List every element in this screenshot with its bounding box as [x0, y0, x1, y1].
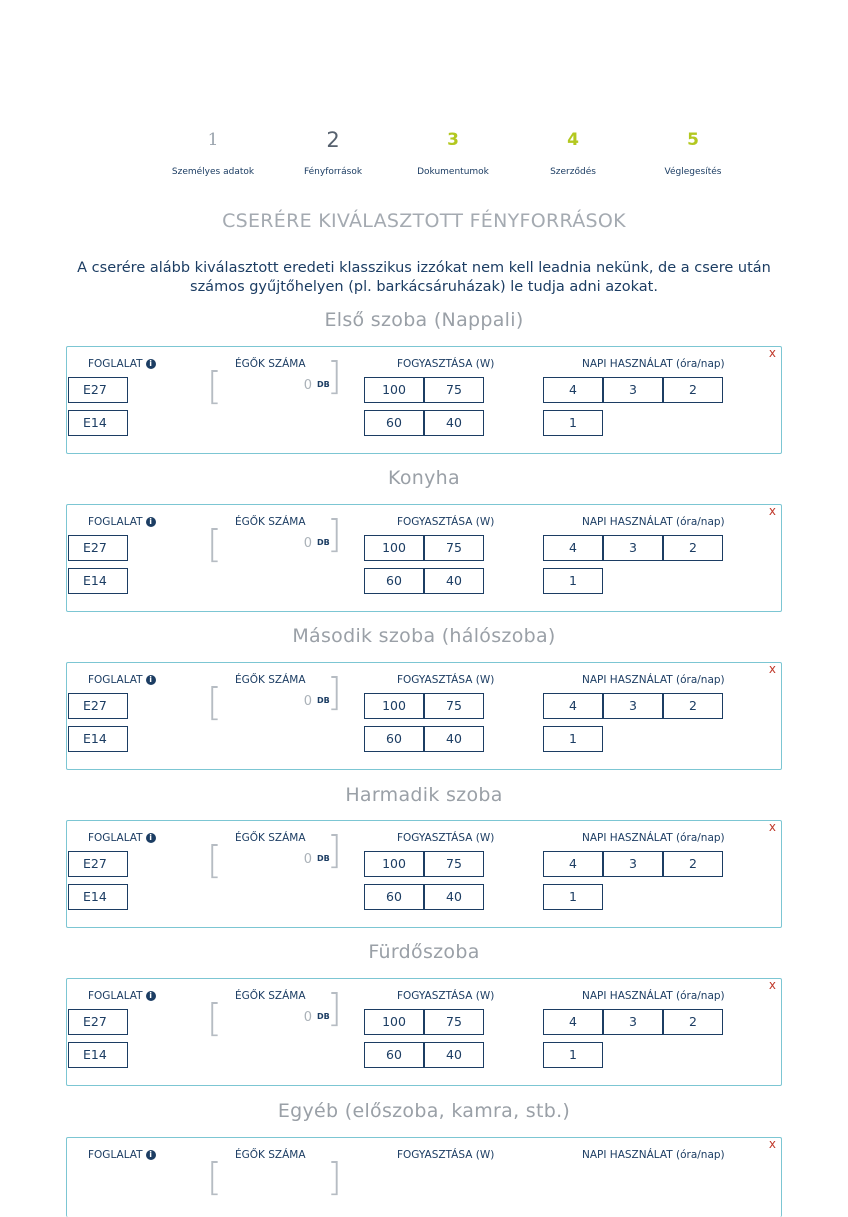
socket-header	[88, 1149, 156, 1161]
hours-option-1[interactable]: 1	[543, 1042, 603, 1068]
bulb-count-unit: DB	[317, 538, 330, 547]
socket-header-label: FOGLALAT	[88, 1149, 143, 1161]
bulb-count-input[interactable]: 0	[303, 1010, 312, 1025]
watt-option-60[interactable]: 60	[364, 1042, 424, 1068]
hours-option-2[interactable]: 2	[663, 1009, 723, 1035]
intro-text: A cserére alább kiválasztott eredeti klasszikus izzókat nem kell leadnia nekünk, de a csere után számos gyűjtőhelyen (pl. barkácsáruházak) le tudja adni azokat.	[77, 260, 771, 295]
watt-option-100[interactable]: 100	[364, 377, 424, 403]
bracket-left: [	[207, 838, 222, 882]
consumption-header: FOGYASZTÁSA (W)	[397, 1149, 495, 1161]
room-card	[66, 1137, 782, 1217]
consumption-header: FOGYASZTÁSA (W)	[397, 674, 495, 686]
bulb-count-input[interactable]: 0	[303, 536, 312, 551]
bracket-right: ]	[327, 986, 342, 1030]
room-card	[66, 504, 782, 612]
room-card	[66, 978, 782, 1086]
socket-header-label: FOGLALAT	[88, 358, 143, 370]
room-title: Első szoba (Nappali)	[324, 309, 524, 331]
consumption-header: FOGYASZTÁSA (W)	[397, 516, 495, 528]
info-icon[interactable]: i	[146, 517, 156, 527]
hours-option-2[interactable]: 2	[663, 535, 723, 561]
bulb-count-header: ÉGŐK SZÁMA	[235, 832, 306, 844]
hours-option-4[interactable]: 4	[543, 693, 603, 719]
remove-room-button[interactable]: x	[768, 820, 776, 834]
info-icon[interactable]: i	[146, 991, 156, 1001]
socket-option-e27[interactable]: E27	[68, 1009, 128, 1035]
socket-option-e27[interactable]: E27	[68, 535, 128, 561]
remove-room-button[interactable]: x	[768, 978, 776, 992]
bracket-left: [	[207, 996, 222, 1040]
step-number: 2	[326, 128, 340, 152]
bracket-left: [	[207, 1155, 222, 1199]
daily-usage-header: NAPI HASZNÁLAT (óra/nap)	[582, 358, 725, 370]
watt-option-60[interactable]: 60	[364, 884, 424, 910]
remove-room-button[interactable]: x	[768, 1137, 776, 1151]
watt-option-100[interactable]: 100	[364, 1009, 424, 1035]
watt-option-40[interactable]: 40	[424, 1042, 484, 1068]
watt-option-40[interactable]: 40	[424, 410, 484, 436]
room-title: Konyha	[388, 467, 460, 489]
room-card	[66, 662, 782, 770]
info-icon[interactable]: i	[146, 359, 156, 369]
hours-option-2[interactable]: 2	[663, 377, 723, 403]
step-number: 1	[207, 130, 219, 150]
socket-header	[88, 358, 156, 370]
socket-header	[88, 990, 156, 1002]
watt-option-40[interactable]: 40	[424, 884, 484, 910]
step-label: Fényforrások	[303, 167, 363, 177]
bulb-count-header: ÉGŐK SZÁMA	[235, 1149, 306, 1161]
remove-room-button[interactable]: x	[768, 504, 776, 518]
bulb-count-unit: DB	[317, 380, 330, 389]
socket-option-e27[interactable]: E27	[68, 851, 128, 877]
bracket-left: [	[207, 364, 222, 408]
hours-option-3[interactable]: 3	[603, 693, 663, 719]
socket-option-e27[interactable]: E27	[68, 377, 128, 403]
socket-option-e14[interactable]: E14	[68, 568, 128, 594]
bracket-left: [	[207, 522, 222, 566]
watt-option-75[interactable]: 75	[424, 693, 484, 719]
bulb-count-header: ÉGŐK SZÁMA	[235, 358, 306, 370]
watt-option-75[interactable]: 75	[424, 535, 484, 561]
daily-usage-header: NAPI HASZNÁLAT (óra/nap)	[582, 516, 725, 528]
step-label: Véglegesítés	[664, 167, 722, 177]
bracket-right: ]	[327, 670, 342, 714]
bulb-count-input[interactable]: 0	[303, 378, 312, 393]
hours-option-2[interactable]: 2	[663, 693, 723, 719]
hours-option-3[interactable]: 3	[603, 535, 663, 561]
daily-usage-header: NAPI HASZNÁLAT (óra/nap)	[582, 990, 725, 1002]
bracket-right: ]	[327, 828, 342, 872]
hours-option-3[interactable]: 3	[603, 851, 663, 877]
hours-option-4[interactable]: 4	[543, 851, 603, 877]
socket-header	[88, 674, 156, 686]
daily-usage-header: NAPI HASZNÁLAT (óra/nap)	[582, 674, 725, 686]
info-icon[interactable]: i	[146, 1150, 156, 1160]
bracket-right: ]	[327, 512, 342, 556]
watt-option-60[interactable]: 60	[364, 410, 424, 436]
socket-header-label: FOGLALAT	[88, 674, 143, 686]
bracket-left: [	[207, 680, 222, 724]
room-card	[66, 346, 782, 454]
daily-usage-header: NAPI HASZNÁLAT (óra/nap)	[582, 1149, 725, 1161]
hours-option-4[interactable]: 4	[543, 535, 603, 561]
watt-option-40[interactable]: 40	[424, 568, 484, 594]
socket-option-e14[interactable]: E14	[68, 1042, 128, 1068]
consumption-header: FOGYASZTÁSA (W)	[397, 358, 495, 370]
bracket-right: ]	[327, 354, 342, 398]
step-number: 5	[687, 130, 699, 150]
socket-header	[88, 516, 156, 528]
hours-option-1[interactable]: 1	[543, 568, 603, 594]
watt-option-75[interactable]: 75	[424, 851, 484, 877]
step-label: Szerződés	[550, 167, 596, 177]
hours-option-4[interactable]: 4	[543, 1009, 603, 1035]
remove-room-button[interactable]: x	[768, 662, 776, 676]
hours-option-4[interactable]: 4	[543, 377, 603, 403]
watt-option-75[interactable]: 75	[424, 377, 484, 403]
socket-header-label: FOGLALAT	[88, 990, 143, 1002]
hours-option-3[interactable]: 3	[603, 377, 663, 403]
consumption-header: FOGYASZTÁSA (W)	[397, 990, 495, 1002]
step-label: Dokumentumok	[417, 167, 489, 177]
step-number: 4	[567, 130, 579, 150]
hours-option-1[interactable]: 1	[543, 726, 603, 752]
bulb-count-header: ÉGŐK SZÁMA	[235, 674, 306, 686]
remove-room-button[interactable]: x	[768, 346, 776, 360]
hours-option-1[interactable]: 1	[543, 410, 603, 436]
info-icon[interactable]: i	[146, 675, 156, 685]
bulb-count-header: ÉGŐK SZÁMA	[235, 516, 306, 528]
watt-option-100[interactable]: 100	[364, 851, 424, 877]
watt-option-100[interactable]: 100	[364, 535, 424, 561]
info-icon[interactable]: i	[146, 833, 156, 843]
step-number: 3	[447, 130, 459, 150]
room-title: Egyéb (előszoba, kamra, stb.)	[277, 1100, 571, 1122]
bulb-count-input[interactable]: 0	[303, 852, 312, 867]
socket-option-e27[interactable]: E27	[68, 693, 128, 719]
daily-usage-header: NAPI HASZNÁLAT (óra/nap)	[582, 832, 725, 844]
room-title: Második szoba (hálószoba)	[292, 625, 556, 647]
step-label: Személyes adatok	[171, 167, 255, 177]
socket-header	[88, 832, 156, 844]
room-title: Fürdőszoba	[368, 941, 480, 963]
bulb-count-unit: DB	[317, 1012, 330, 1021]
hours-option-2[interactable]: 2	[663, 851, 723, 877]
socket-option-e14[interactable]: E14	[68, 884, 128, 910]
step-documents[interactable]	[388, 128, 518, 177]
watt-option-100[interactable]: 100	[364, 693, 424, 719]
watt-option-60[interactable]: 60	[364, 726, 424, 752]
bracket-right: ]	[327, 1155, 342, 1199]
socket-option-e14[interactable]: E14	[68, 410, 128, 436]
room-title: Harmadik szoba	[345, 784, 503, 806]
room-card	[66, 820, 782, 928]
progress-steps	[0, 128, 848, 198]
bulb-count-unit: DB	[317, 854, 330, 863]
watt-option-40[interactable]: 40	[424, 726, 484, 752]
socket-header-label: FOGLALAT	[88, 832, 143, 844]
bulb-count-header: ÉGŐK SZÁMA	[235, 990, 306, 1002]
step-light-sources[interactable]	[268, 128, 398, 177]
step-personal-data[interactable]	[148, 128, 278, 177]
bulb-count-input[interactable]: 0	[303, 694, 312, 709]
watt-option-75[interactable]: 75	[424, 1009, 484, 1035]
socket-header-label: FOGLALAT	[88, 516, 143, 528]
page-title: CSERÉRE KIVÁLASZTOTT FÉNYFORRÁSOK	[222, 210, 626, 232]
step-finalize[interactable]	[628, 128, 758, 177]
step-contract[interactable]	[508, 128, 638, 177]
watt-option-60[interactable]: 60	[364, 568, 424, 594]
hours-option-3[interactable]: 3	[603, 1009, 663, 1035]
consumption-header: FOGYASZTÁSA (W)	[397, 832, 495, 844]
hours-option-1[interactable]: 1	[543, 884, 603, 910]
bulb-count-unit: DB	[317, 696, 330, 705]
socket-option-e14[interactable]: E14	[68, 726, 128, 752]
